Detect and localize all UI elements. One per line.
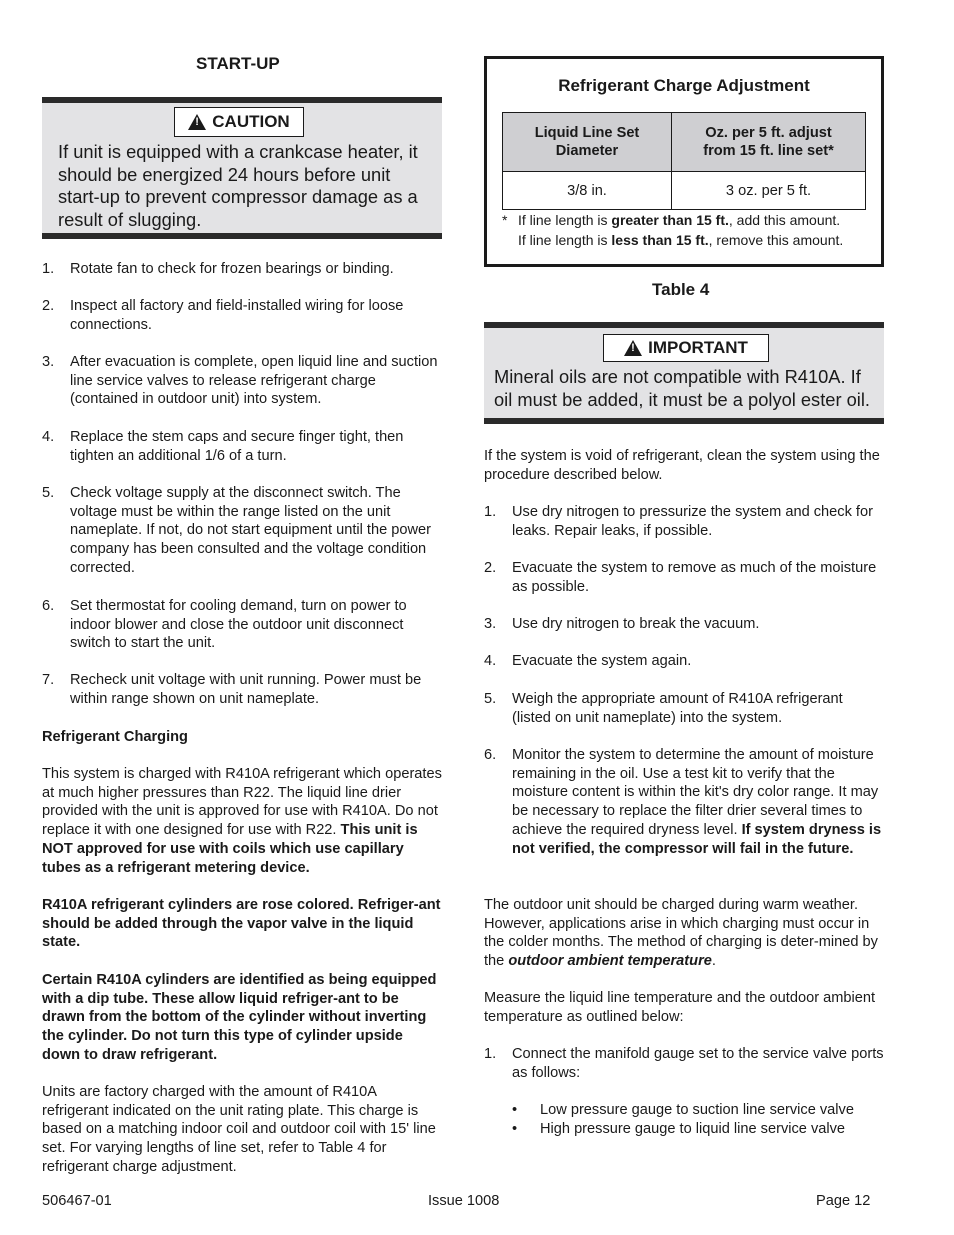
list-item: 4. Evacuate the system again. <box>484 653 692 669</box>
start-up-heading: START-UP <box>196 54 280 73</box>
footer-page-number: Page 12 <box>816 1193 871 1209</box>
list-item: 3. Use dry nitrogen to break the vacuum. <box>484 616 760 632</box>
charge-table-box <box>484 56 884 267</box>
list-item: 6. Monitor the system to determine the amount of moisture remaining in the oil. Use a test kit to verify that the moisture content is within the kit's dry color range. It may be necessary to replace the filter drier several times to achieve the required dryness level. If system dryness is not verified, the compressor will fail in the future. <box>484 747 882 857</box>
table-note: * If line length is greater than 15 ft., add this amount. If line length is less than 15 ft., remove this amount. <box>502 212 844 248</box>
table-caption: Table 4 <box>652 280 710 299</box>
list-item: 2. Evacuate the system to remove as much of the moisture as possible. <box>484 560 877 595</box>
charge-table-title: Refrigerant Charge Adjustment <box>558 76 810 95</box>
list-item: 2. Inspect all factory and field-installed wiring for loose connections. <box>42 298 404 333</box>
void-intro: If the system is void of refrigerant, clean the system using the procedure described below. <box>484 448 880 483</box>
refrigerant-charging-heading: Refrigerant Charging <box>42 729 188 745</box>
list-item: • High pressure gauge to liquid line service valve <box>512 1121 846 1137</box>
table-cell-diameter: 3/8 in. <box>503 172 672 210</box>
list-item: 7. Recheck unit voltage with unit running. Power must be within range shown on unit nameplate. <box>42 672 422 707</box>
charging-paragraph-4: Units are factory charged with the amount of R410A refrigerant indicated on the unit rating plate. This charge is based on a matching indoor coil and outdoor coil with 15' line set. For varying lengths of line set, refer to Table 4 for refrigerant charge adjustment. <box>42 1084 436 1175</box>
warning-icon <box>188 114 206 130</box>
important-text: Mineral oils are not compatible with R410A. If oil must be added, it must be a polyol ester oil. <box>494 366 870 410</box>
list-item: 4. Replace the stem caps and secure finger tight, then tighten an additional 1/6 of a turn. <box>42 429 404 464</box>
list-item: 6. Set thermostat for cooling demand, turn on power to indoor blower and close the outdoor unit disconnect switch to start the unit. <box>42 598 407 652</box>
table-header-diameter: Liquid Line Set Diameter <box>503 113 672 172</box>
table-cell-adjust: 3 oz. per 5 ft. <box>672 172 866 210</box>
warning-icon <box>624 340 642 356</box>
footer-doc-number: 506467-01 <box>42 1193 112 1209</box>
important-badge <box>603 334 769 362</box>
list-item: 3. After evacuation is complete, open liquid line and suction line service valves to release refrigerant charge (contained in outdoor unit) into system. <box>42 354 438 408</box>
list-item: 5. Weigh the appropriate amount of R410A refrigerant (listed on unit nameplate) into the system. <box>484 691 843 726</box>
list-item: 5. Check voltage supply at the disconnect switch. The voltage must be within the range listed on the unit nameplate. If not, do not start equipment until the power company has been consulted and the voltage condition corrected. <box>42 485 432 576</box>
outdoor-paragraph: The outdoor unit should be charged during warm weather. However, applications arise in which charging must occur in the colder months. The method of charging is deter-mined by the outdoor ambient temperature. <box>484 897 878 970</box>
list-item: 1. Rotate fan to check for frozen bearings or binding. <box>42 261 394 277</box>
caution-badge <box>174 107 304 137</box>
list-item: • Low pressure gauge to suction line service valve <box>512 1102 854 1118</box>
charge-table <box>502 112 866 210</box>
charging-paragraph-2: R410A refrigerant cylinders are rose colored. Refriger-ant should be added through the vapor valve in the liquid state. <box>42 897 441 951</box>
caution-callout <box>42 97 442 239</box>
table-header-adjust: Oz. per 5 ft. adjust from 15 ft. line set* <box>672 113 866 172</box>
charging-paragraph-1: This system is charged with R410A refrigerant which operates at much higher pressures than R22. The liquid line drier provided with the unit is approved for use with R410A. Do not replace it with one designed for use with R22. This unit is NOT approved for use with coils which use capillary tubes as a refrigerant metering device. <box>42 766 442 876</box>
measure-paragraph: Measure the liquid line temperature and the outdoor ambient temperature as outlined below: <box>484 990 876 1025</box>
footer-issue: Issue 1008 <box>428 1193 500 1209</box>
caution-label: CAUTION <box>212 112 290 131</box>
important-label: IMPORTANT <box>648 338 748 357</box>
caution-text: If unit is equipped with a crankcase heater, it should be energized 24 hours before unit start-up to prevent compressor damage as a result of slugging. <box>58 141 418 230</box>
list-item: 1. Use dry nitrogen to pressurize the system and check for leaks. Repair leaks, if possible. <box>484 504 873 539</box>
charging-paragraph-3: Certain R410A cylinders are identified as being equipped with a dip tube. These allow liquid refriger-ant to be drawn from the bottom of the cylinder without inverting the cylinder. Do not turn this type of cylinder upside down to draw refrigerant. <box>42 972 437 1063</box>
list-item: 1. Connect the manifold gauge set to the service valve ports as follows: <box>484 1046 884 1081</box>
table-row <box>503 172 866 210</box>
important-callout <box>484 322 884 424</box>
